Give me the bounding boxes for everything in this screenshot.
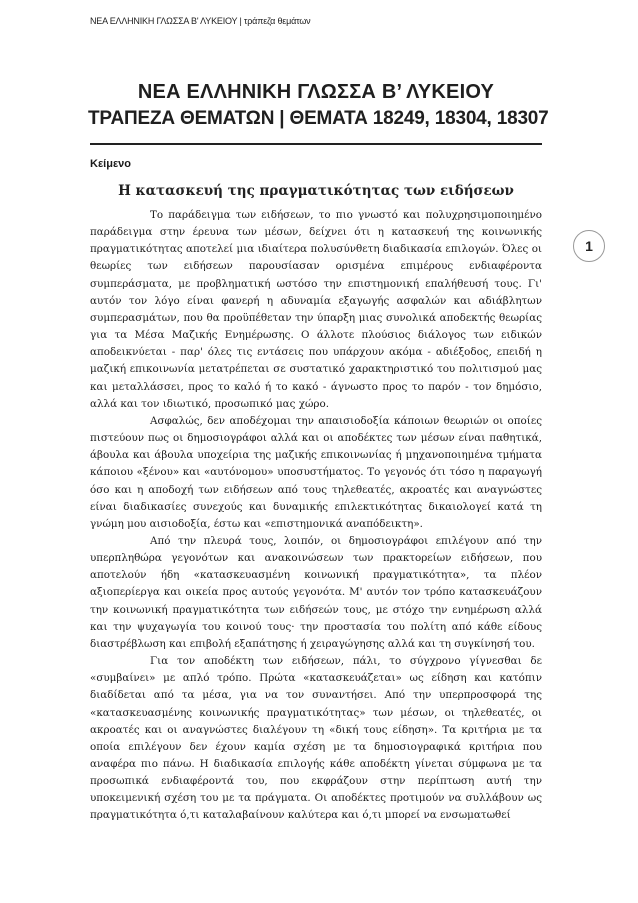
article-title: Η κατασκευή της πραγματικότητας των ειδήσεων [118, 183, 514, 199]
paragraph: Το παράδειγμα των ειδήσεων, το πιο γνωστό και πολυχρησιμοποιημένο παράδειγμα στην έρευνα των μέσων, δείχνει ότι η κατασκευή της κοινωνικής πραγματικότητας αποτελεί μια ιδιαίτερα πολυσύνθετη διαδικασία επιλογών. Όλες οι θεωρίες των ειδήσεων παρουσίασαν ορισμένα επιμέρους ενδιαφέροντα συμπεράσματα, με προβληματική ωστόσο την επιστημονική επαλήθευσή τους. Γι' αυτόν τον λόγο είναι φανερή η αδυναμία εξαγωγής ασφαλών και αδιάβλητων συμπερασμάτων, που θα προϋπέθεταν την ύπαρξη μιας συνολικά αποδεκτής θεωρίας για τα Μέσα Μαζικής Ενημέρωσης. Ο άλλοτε πλούσιος διάλογος των ειδικών αποδεικνύεται - παρ' όλες τις εντάσεις που υπάρχουν ακόμα - αδιέξοδος, επειδή η μαζική επικοινωνία μετατρέπεται σε συστατικό χαρακτηριστικό του πολιτισμού μας και μεταλλάσσει, προς το καλό ή το κακό - άγνωστο προς το παρόν - τον δημόσιο, αλλά και τον ιδιωτικό, προσωπικό μας χώρο. [90, 209, 542, 410]
document-title [88, 80, 549, 131]
title-line-1: ΝΕΑ ΕΛΛΗΝΙΚΗ ΓΛΩΣΣΑ Β’ ΛΥΚΕΙΟΥ [137, 81, 495, 103]
paragraph: Ασφαλώς, δεν αποδέχομαι την απαισιοδοξία κάποιων θεωριών οι οποίες πιστεύουν πως οι δημοσιογράφοι αλλά και οι αποδέκτες των μέσων είναι παθητικά, άβουλα και άβουλα υποχείρια της μαζικής επικοινωνίας ή μηχανοποιημένα τμήματα κάποιου «ξένου» και «αυτόνομου» υποσυστήματος. Το γεγονός ότι τόσο η παραγωγή όσο και η αποδοχή των ειδήσεων από τους τηλεθεατές, ακροατές και αναγνώστες είναι διαδικασίες συνεχούς και δυναμικής επιλεκτικότητας δικαιολογεί κατά τη γνώμη μου αισιοδοξία, έστω και «επιστημονικά αναπόδεικτη». [90, 414, 542, 530]
paragraph: Από την πλευρά τους, λοιπόν, οι δημοσιογράφοι επιλέγουν από την υπερπληθώρα γεγονότων και ανακοινώσεων των πρακτορείων ειδήσεων, που αποτελούν ήδη «κατασκευασμένη κοινωνική πραγματικότητα», τα πλέον αξιοπερίεργα και οικεία προς αυτούς γεγονότα. Μ' αυτόν τον τρόπο κατασκευάζουν την κοινωνική πραγματικότητα των ειδήσεών τους, με στόχο την ενημέρωση αλλά και την ψυχαγωγία του κοινού τους· την προστασία του πολίτη από κάθε είδους διαστρέβλωση και επιβολή εξαπάτησης ή χειραγώγησης αλλά και τη συγκίνησή του. [90, 534, 542, 650]
running-header: ΝΕΑ ΕΛΛΗΝΙΚΗ ΓΛΩΣΣΑ Β' ΛΥΚΕΙΟΥ | τράπεζα θεμάτων [90, 16, 311, 26]
title-divider [90, 143, 542, 145]
paragraph: Για τον αποδέκτη των ειδήσεων, πάλι, το σύγχρονο γίγνεσθαι δε «συμβαίνει» με απλό τρόπο. Πρώτα «κατασκευάζεται» ως είδηση και κατόπιν διαδίδεται από τα μέσα, για να τον συναντήσει. Από την υπερπροσφορά της «κατασκευασμένης κοινωνικής πραγματικότητας» των μέσων, οι τηλεθεατές, οι ακροατές και οι αναγνώστες διαλέγουν τη «δική τους είδηση». Τα κριτήρια με τα οποία επιλέγουν δεν έχουν καμία σχέση με τα δημοσιογραφικά κριτήρια που αναφέρα πιο πάνω. Η διαδικασία επιλογής κάθε αποδέκτη γίνεται σύμφωνα με τα προσωπικά ενδιαφέροντά του, που εκφράζουν στην περίπτωση αυτή την υποκειμενική σχέση του με τα πράγματα. Οι αποδέκτες προτιμούν να συλλάβουν ως πραγματικότητα ό,τι καταλαβαίνουν καλύτερα και ό,τι μπορεί να ενσωματωθεί [90, 655, 542, 822]
article-body [90, 207, 542, 825]
section-label: Κείμενο [90, 158, 132, 170]
title-line-2: ΤΡΑΠΕΖΑ ΘΕΜΑΤΩΝ | ΘΕΜΑΤΑ 18249, 18304, 18307 [88, 108, 549, 129]
page-number-badge: 1 [573, 230, 605, 262]
